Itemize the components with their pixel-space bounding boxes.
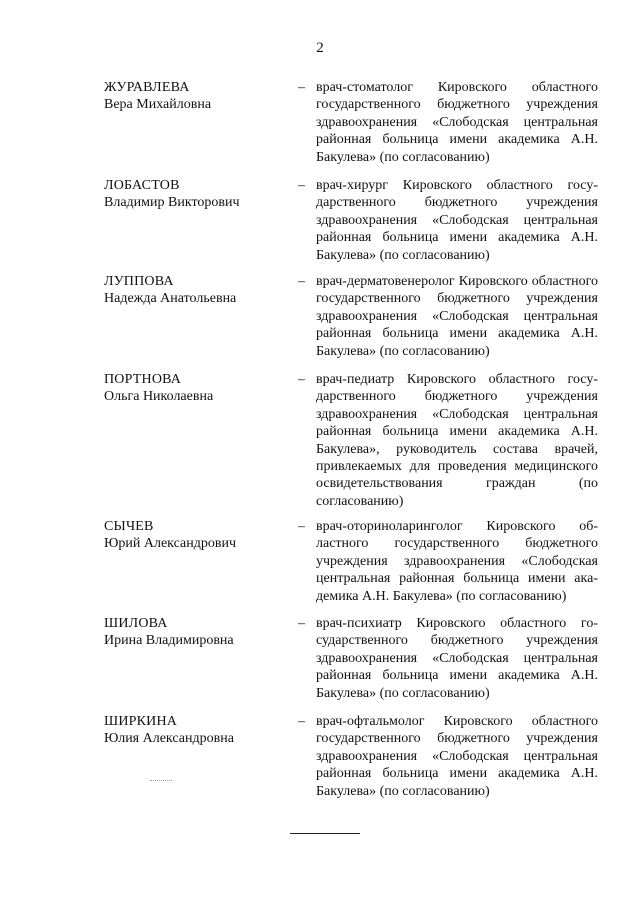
member-given-name: Ольга Николаевна — [104, 389, 214, 404]
member-list — [0, 79, 640, 813]
member-surname: ЛУППОВА — [104, 274, 174, 289]
entry-dash: – — [298, 372, 305, 387]
entry-dash: – — [298, 519, 305, 534]
member-role: врач-оториноларинголог Кировского областного государственного бюджетного учреждения здравоохранения «Слободская центральная районная больница имени академика А.Н. Бакулева» (по согласованию) — [316, 519, 598, 604]
member-surname: ПОРТНОВА — [104, 372, 182, 387]
member-entry — [0, 518, 640, 615]
entry-dash: – — [298, 714, 305, 729]
member-surname: ЖУРАВЛЕВА — [104, 80, 190, 95]
entry-dash: – — [298, 80, 305, 95]
member-given-name: Вера Михайловна — [104, 97, 212, 112]
member-entry — [0, 713, 640, 813]
member-role: врач-офтальмолог Кировского областного государственного бюджетного учреждения здравоохранения «Слободская центральная районная больница имени академика А.Н. Бакулева» (по согласованию) — [316, 714, 598, 799]
member-given-name: Юлия Александровна — [104, 731, 234, 746]
member-role: врач-стоматолог Кировского областного государственного бюджетного учреждения здравоохранения «Слободская центральная районная больница имени академика А.Н. Бакулева» (по согласованию) — [316, 80, 598, 165]
entry-dash: – — [298, 178, 305, 193]
member-entry — [0, 79, 640, 177]
member-given-name: Юрий Александрович — [104, 536, 236, 551]
member-given-name: Ирина Владимировна — [104, 633, 234, 648]
member-role: врач-педиатр Кировского областного государственного бюджетного учреждения здравоохранения «Слободская центральная районная больница имени академика А.Н. Бакулева», руководитель состава врачей, привлекаемых для проведения медицинского освидетельствования граждан (по согласованию) — [316, 372, 598, 509]
page-number: 2 — [316, 40, 324, 56]
member-name — [104, 79, 284, 113]
member-role: врач-дерматовенеролог Кировского областного государственного бюджетного учреждения здравоохранения «Слободская центральная районная больница имени академика А.Н. Бакулева» (по согласованию) — [316, 274, 598, 359]
member-surname: ШИЛОВА — [104, 616, 168, 631]
entry-dash: – — [298, 616, 305, 631]
member-surname: ШИРКИНА — [104, 714, 178, 729]
member-entry — [0, 371, 640, 518]
closing-rule — [290, 833, 360, 834]
scan-speck — [150, 780, 172, 781]
member-surname: СЫЧЕВ — [104, 519, 154, 534]
member-entry — [0, 177, 640, 273]
entry-dash: – — [298, 274, 305, 289]
member-entry — [0, 273, 640, 371]
member-name — [104, 371, 284, 405]
member-surname: ЛОБАСТОВ — [104, 178, 180, 193]
member-name — [104, 518, 284, 552]
member-name — [104, 177, 284, 211]
member-given-name: Надежда Анатольевна — [104, 291, 237, 306]
member-given-name: Владимир Викторович — [104, 195, 240, 210]
member-role: врач-хирург Кировского областного государственного бюджетного учреждения здравоохранения «Слободская центральная районная больница имени академика А.Н. Бакулева» (по согласованию) — [316, 178, 598, 263]
member-role: врач-психиатр Кировского областного государственного бюджетного учреждения здравоохранения «Слободская центральная районная больница имени академика А.Н. Бакулева» (по согласованию) — [316, 616, 598, 701]
member-name — [104, 273, 284, 307]
member-entry — [0, 615, 640, 713]
member-name — [104, 615, 284, 649]
member-name — [104, 713, 284, 747]
